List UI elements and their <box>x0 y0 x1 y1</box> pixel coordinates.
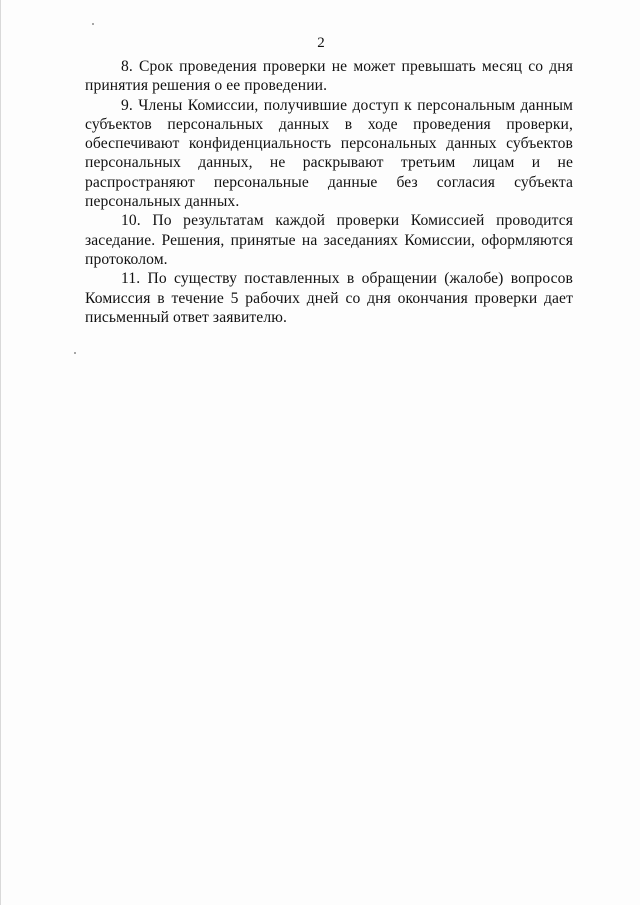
paragraph-9: 9. Члены Комиссии, получившие доступ к персональным данным субъектов персональных данных в ходе проведения проверки, обеспечивают конфиденциальность персональных данных субъектов персональных данных, не раскрывают третьим лицам и не распространяют персональные данные без согласия субъекта персональных данных. <box>85 96 573 211</box>
document-body <box>85 57 573 327</box>
paragraph-11: 11. По существу поставленных в обращении (жалобе) вопросов Комиссия в течение 5 рабочих дней со дня окончания проверки дает письменный ответ заявителю. <box>85 270 573 326</box>
paragraph-8: 8. Срок проведения проверки не может превышать месяц со дня принятия решения о ее проведении. <box>85 58 573 95</box>
page-number: 2 <box>317 35 325 51</box>
scan-speck <box>74 352 76 354</box>
paragraph-10: 10. По результатам каждой проверки Комиссией проводится заседание. Решения, принятые на заседаниях Комиссии, оформляются протоколом. <box>85 212 573 268</box>
scan-speck <box>92 23 94 25</box>
